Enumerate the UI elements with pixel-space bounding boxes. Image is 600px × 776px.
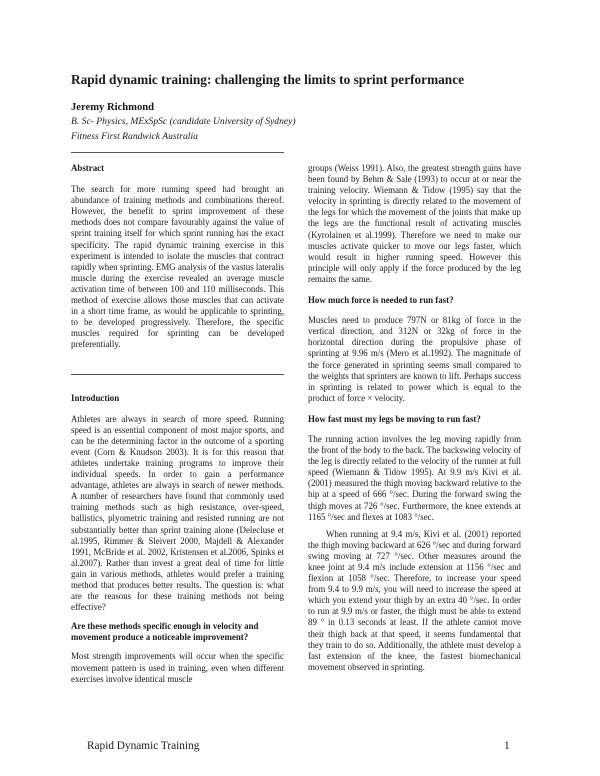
specificity-heading: Are these methods specific enough in velocity and movement produce a noticeable improvement? bbox=[71, 621, 259, 643]
author-name: Jeremy Richmond bbox=[71, 102, 155, 113]
leg-speed-heading: How fast must my legs be moving to run fast? bbox=[308, 413, 481, 424]
strength-continuation-text: groups (Weiss 1991). Also, the greatest strength gains have been found by Behm & Sale (1993) to occur at or near the training velocity. Wiemann & Tidow (1995) say that the velocity in sprinting is directly related to the movement of the legs for which the movement of the joints that make up the legs are the functional result of activating muscles (Kyrolainen et al.1999). Therefore we need to make our muscles activate quicker to move our legs faster, which would result in higher running speed. However this principle will only apply if the force produced by the leg remains the same. bbox=[308, 163, 521, 284]
abstract-heading: Abstract bbox=[71, 163, 105, 173]
introduction-text: Athletes are always in search of more speed. Running speed is an essential component of most major sports, and can be the determining factor in the outcome of a sporting event (Corn & Knudson 2003). It is for this reason that athletes undertake training programs to improve their individual speeds. In order to gain a performance advantage, athletes are always in search of newer methods. A number of researchers have found that commonly used training methods such as high resistance, over-speed, ballistics, plyometric training and resisted running are not substantially better than sprint training alone (Delecluse et al.1995, Rimmer & Sleivert 2000, Majdell & Alexander 1991, McBride et al. 2002, Kristensen et al.2006, Spinks et al.2007). Rather than invest a great deal of time for little gain in various methods, athletes would prefer a training method that produces better results. The question is: what are the reasons for these training methods not being effective? bbox=[71, 413, 284, 613]
introduction-heading: Introduction bbox=[71, 392, 120, 403]
leg-speed-text-1: The running action involves the leg moving rapidly from the front of the body to the back. The backswing velocity of the leg is directly related to the velocity of the runner at full speed (Wiemann & Tidow 1995). At 9.9 m/s Kivi et al. (2001) measured the thigh moving backward relative to the hip at a speed of 666 °/sec. During the forward swing the thigh moves at 726 °/sec. Furthermore, the knee extends at 1165 °/sec and flexes at 1083 °/sec. bbox=[308, 433, 521, 522]
author-affiliation-organization: Fitness First Randwick Australia bbox=[71, 131, 198, 142]
footer-page-number: 1 bbox=[504, 740, 510, 752]
force-heading: How much force is needed to run fast? bbox=[308, 295, 454, 306]
abstract-text: The search for more running speed had brought an abundance of training methods and combinations thereof. However, the benefit to sprint improvement of these methods does not compare favourably against the value of sprint training itself for which sprint running has the exact specificity. The rapid dynamic training exercise in this experiment is intended to isolate the muscles that contract rapidly when sprinting. EMG analysis of the vastus lateralis muscle during the exercise revealed an average muscle activation time of between 100 and 110 milliseconds. This method of exercise allows those muscles that can activate in a short time frame, as would be applicable to sprinting, to be developed progressively. Therefore, the specific muscles required for sprinting can be developed preferentially. bbox=[71, 184, 284, 350]
paper-title: Rapid dynamic training: challenging the limits to sprint performance bbox=[71, 72, 464, 87]
footer-running-title: Rapid Dynamic Training bbox=[87, 740, 200, 752]
abstract-bottom-rule bbox=[71, 374, 284, 375]
force-text: Muscles need to produce 797N or 81kg of force in the vertical direction, and 312N or 32kg of force in the horizontal direction during the propulsive phase of sprinting at 9.96 m/s (Mero et al.1992). The magnitude of the force generated in sprinting seems small compared to the weights that sprinters are known to lift. Perhaps success in sprinting is related to power which is equal to the product of force × velocity. bbox=[308, 315, 521, 403]
abstract-top-rule bbox=[71, 152, 284, 153]
leg-speed-text-2: When running at 9.4 m/s, Kivi et al. (2001) reported the thigh moving backward at 626 °/sec and during forward swing moving at 727 °/sec. Other measures around the knee joint at 9.4 m/s include extension at 1156 °/sec and flexion at 1058 °/sec. Therefore, to increase your speed from 9.4 to 9.9 m/s, you will need to increase the speed at which you extend your thigh by an extra 40 °/sec. In order to run at 9.9 m/s or faster, the thigh must be able to extend 89 ° in 0.13 seconds at least. If the athlete cannot move their thigh back at that speed, it seems fundamental that they train to do so. Additionally, the athlete must develop a fast extension of the knee, the fastest biomechanical movement observed in sprinting. bbox=[308, 528, 521, 672]
right-column bbox=[308, 163, 521, 673]
author-affiliation-degree: B. Sc- Physics, MExSpSc (candidate University of Sydney) bbox=[71, 116, 296, 127]
specificity-text: Most strength improvements will occur when the specific movement pattern is used in training, even when different exercises involve identical muscle bbox=[71, 651, 284, 684]
left-column bbox=[71, 152, 284, 685]
